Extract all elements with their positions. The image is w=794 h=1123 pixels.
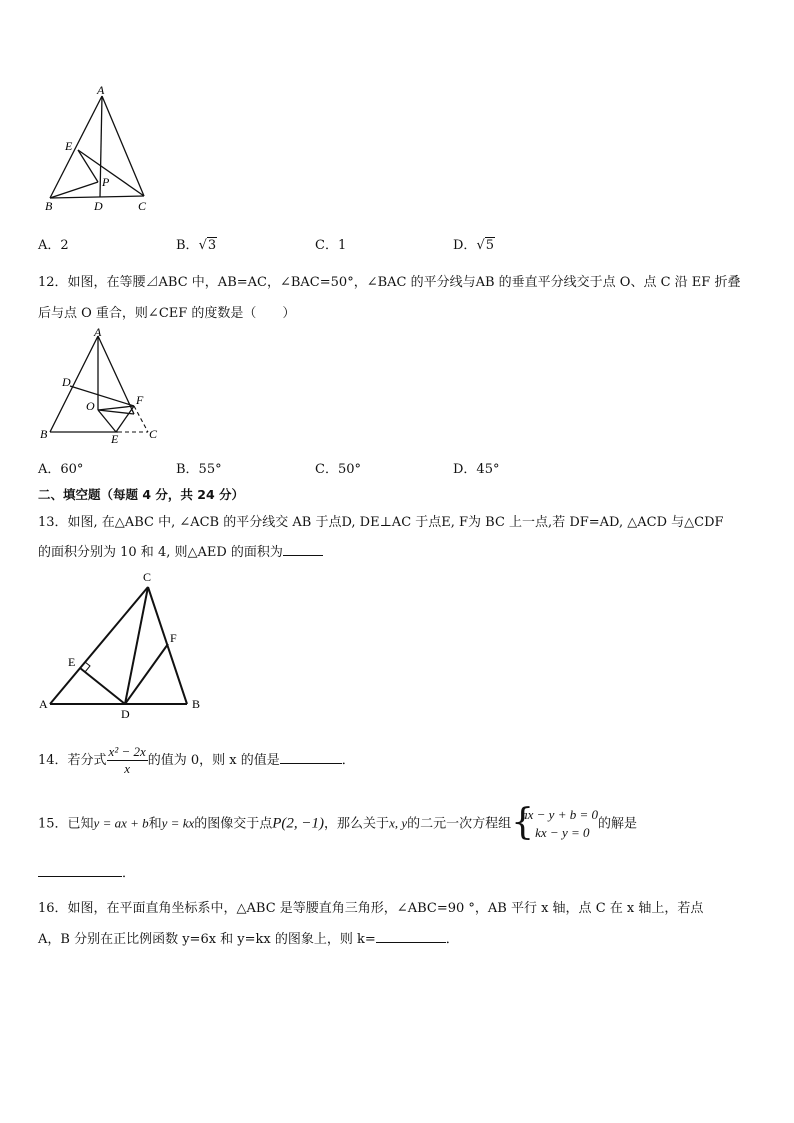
label-B: B (40, 427, 48, 441)
label-D: D (121, 707, 130, 718)
q12-option-a: A．60° (38, 462, 84, 477)
q11-option-a: A．2 (38, 238, 69, 253)
section-heading: 二、填空题（每题 4 分，共 24 分） (38, 487, 245, 502)
q16-line2: A，B 分别在正比例函数 y=6x 和 y=kx 的图象上，则 k= ． (38, 932, 459, 947)
q12-line1: 12．如图，在等腰⊿ABC 中，AB=AC，∠BAC=50°，∠BAC 的平分线与AB 的垂直平分线交于点 O、点 C 沿 EF 折叠 (38, 275, 741, 290)
label-C: C (138, 199, 147, 213)
figure-q11 (40, 84, 170, 214)
label-B: B (45, 199, 53, 213)
figure-q12 (36, 326, 166, 446)
q12-option-c: C．50° (315, 462, 361, 477)
q13-line1: 13．如图, 在△ABC 中, ∠ACB 的平分线交 AB 于点D, DE⊥AC 于点E, F为 BC 上一点,若 DF=AD, △ACD 与△CDF (38, 515, 724, 530)
q11-option-b: B．√3 (176, 238, 217, 253)
q14-line: 14．若分式 $\frac{\text{x² − 2x}}{x}$ 的值为 0，则 x 的值是 ． (38, 744, 355, 776)
label-B: B (192, 697, 201, 711)
label-E: E (65, 139, 73, 153)
label-F: F (170, 631, 177, 645)
q16-line1: 16．如图，在平面直角坐标系中，△ABC 是等腰直角三角形，∠ABC=90 °，AB 平行 x 轴，点 C 在 x 轴上，若点 (38, 901, 704, 916)
label-E: E (111, 432, 119, 446)
q15-answer-line: ． (38, 862, 135, 881)
q12-option-d: D．45° (453, 462, 500, 477)
answer-blank[interactable] (376, 930, 446, 943)
label-A: A (39, 697, 48, 711)
label-P: P (102, 175, 110, 189)
q13-line2: 的面积分别为 10 和 4, 则△AED 的面积为 (38, 541, 323, 560)
label-F: F (136, 393, 144, 407)
label-C: C (143, 570, 152, 584)
q11-option-d: D．√5 (453, 238, 495, 253)
label-O: O (86, 399, 95, 413)
figure-q13 (36, 568, 216, 718)
q11-option-c: C．1 (315, 238, 347, 253)
label-D: D (94, 199, 103, 213)
q12-option-b: B．55° (176, 462, 222, 477)
answer-blank[interactable] (283, 543, 323, 556)
fraction: $\frac{\text{x² − 2x}}{x}$ (108, 744, 146, 776)
equation-system: { ax − y + b = 0 kx − y = 0 (511, 802, 598, 843)
q12-line2: 后与点 O 重合，则∠CEF 的度数是（ ） (38, 306, 296, 321)
label-D: D (62, 375, 71, 389)
label-A: A (97, 84, 105, 97)
answer-blank[interactable] (280, 751, 342, 764)
label-C: C (149, 427, 158, 441)
q15-line: 15．已知y = ax + b和y = kx的图像交于点P(2, −1)，那么关于x, y的二元一次方程组 { ax − y + b = 0 kx − y = 0 的解是 (38, 802, 637, 843)
label-E: E (68, 655, 76, 669)
label-A: A (94, 326, 102, 339)
answer-blank[interactable] (38, 864, 122, 877)
